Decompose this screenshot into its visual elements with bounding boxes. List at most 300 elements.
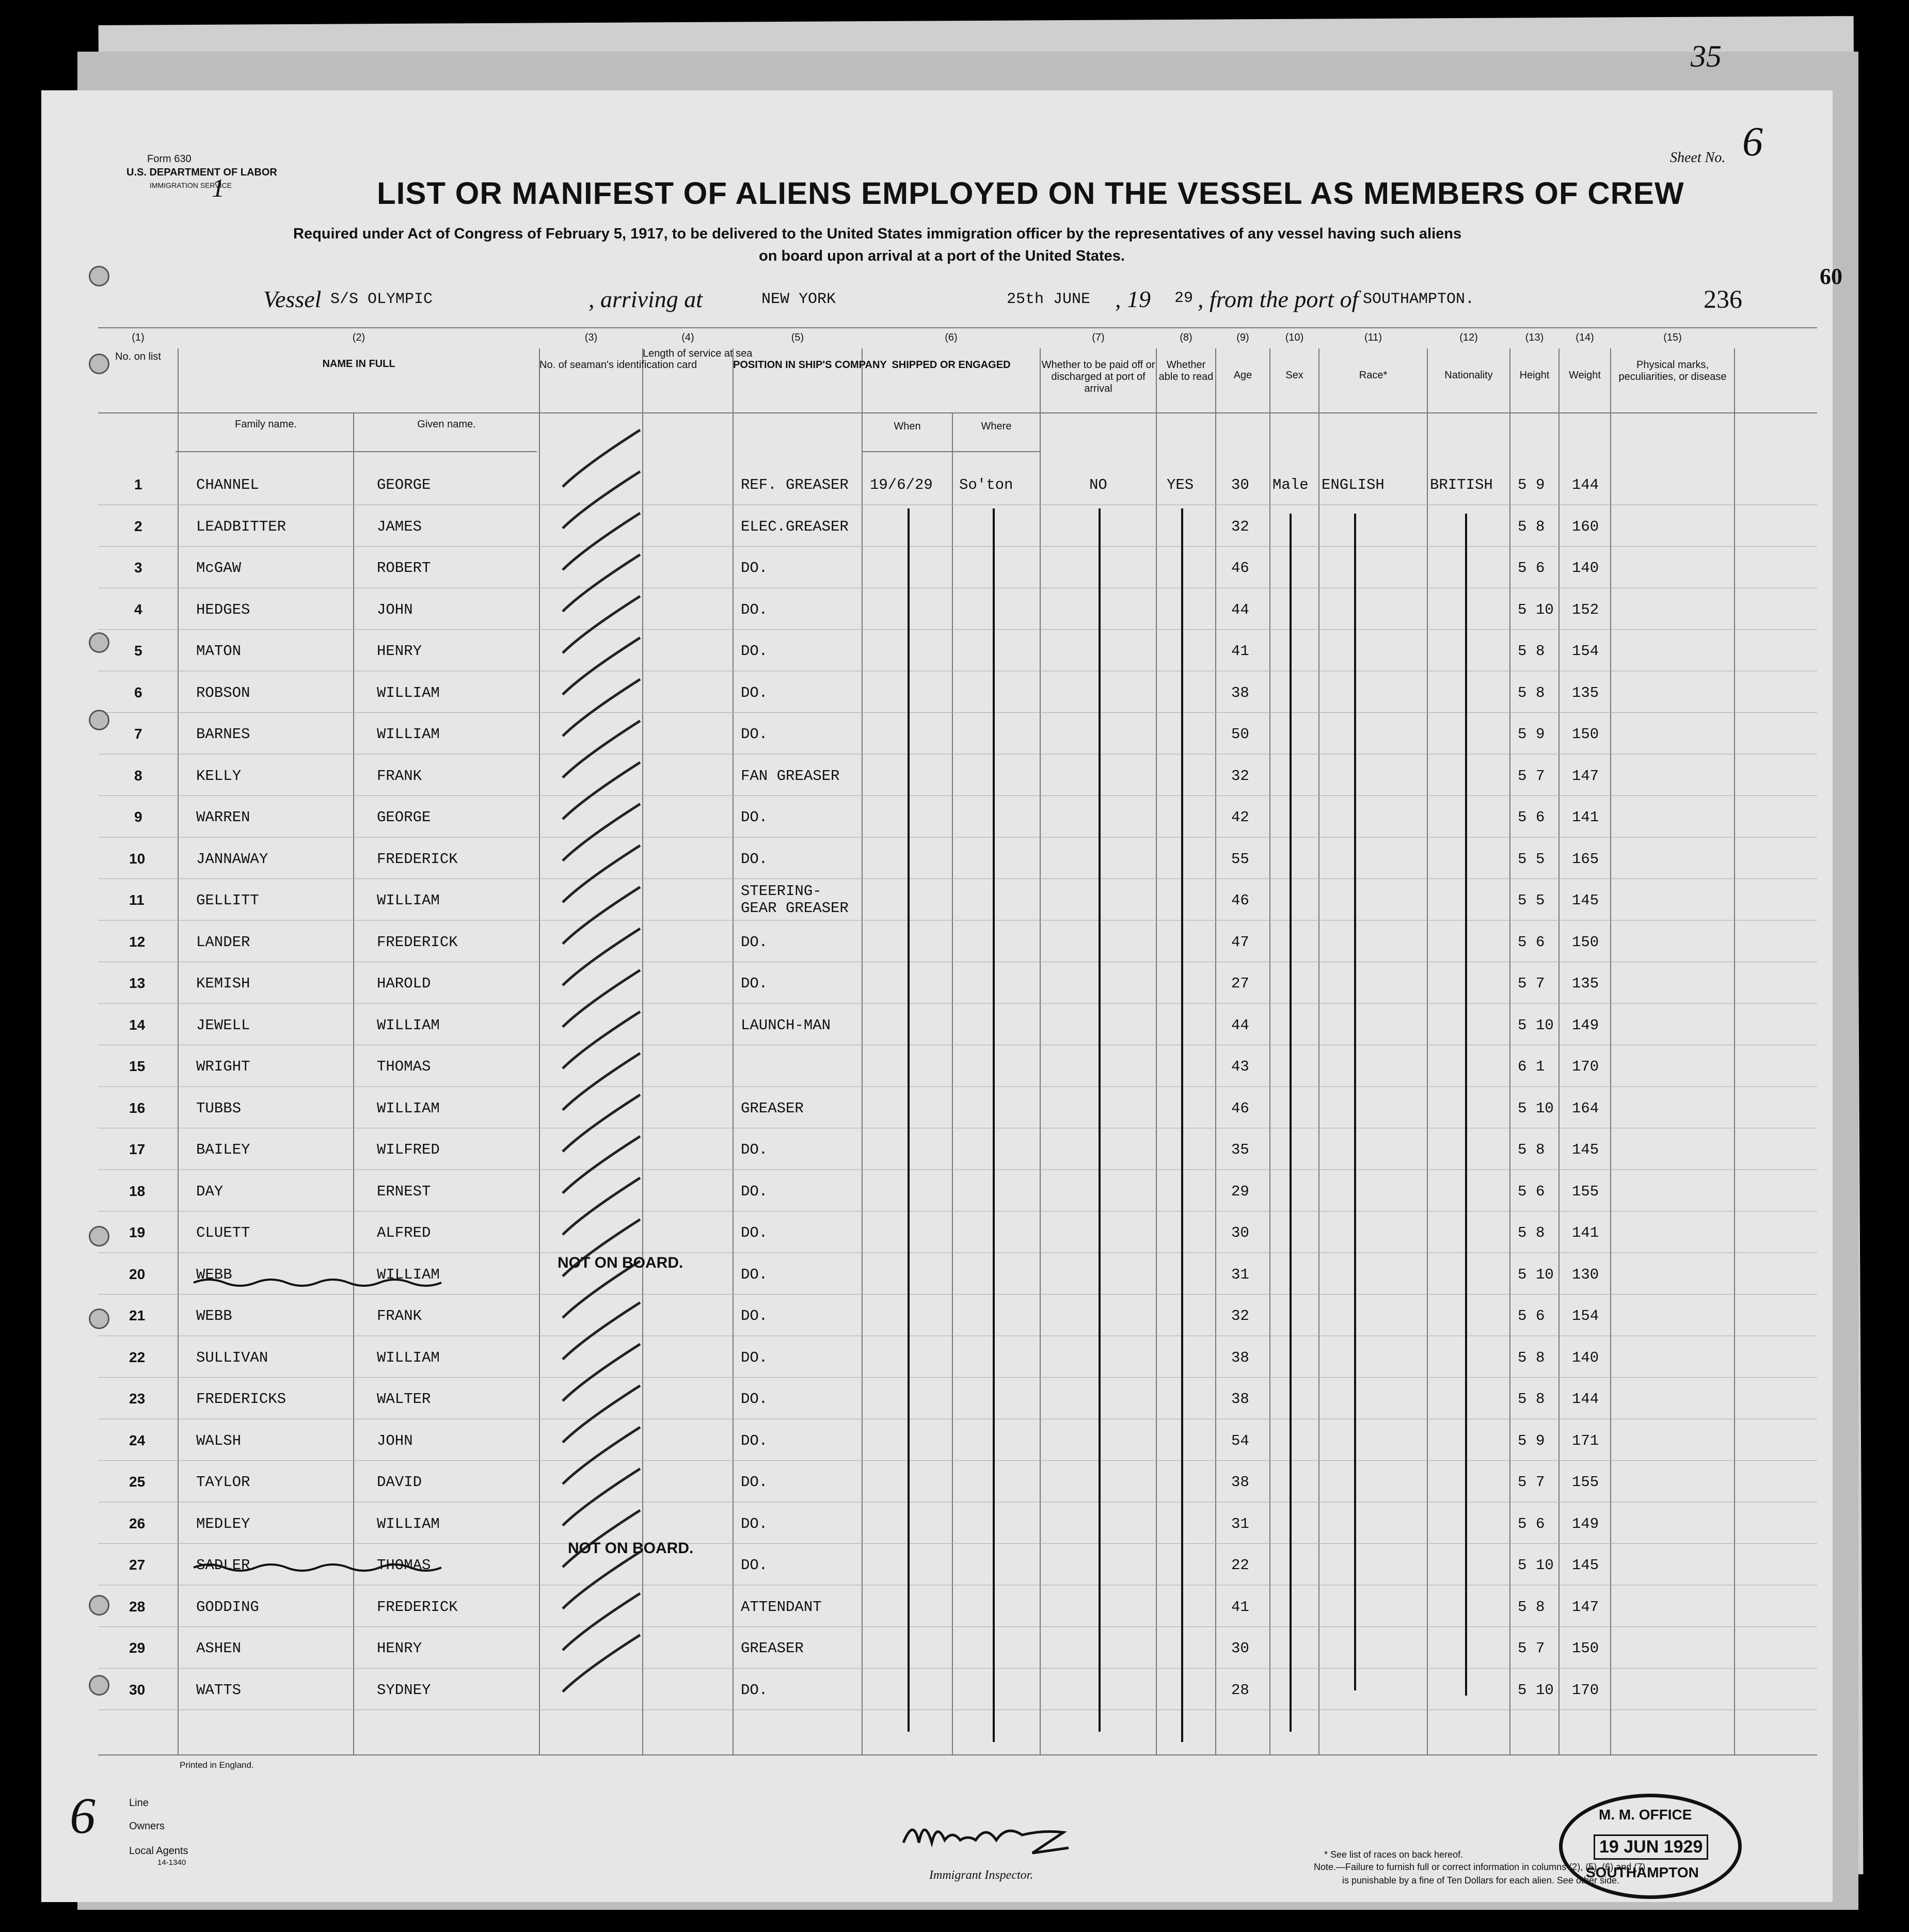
- row-number: 17: [129, 1141, 146, 1157]
- sex-value: Male: [1272, 476, 1309, 493]
- row-number: 11: [129, 892, 145, 908]
- family-name: MATON: [196, 643, 242, 660]
- age: 50: [1231, 726, 1249, 743]
- height-inches: 8: [1536, 1598, 1545, 1616]
- given-name: JOHN: [377, 601, 413, 618]
- position: DO.: [741, 1391, 768, 1408]
- vessel-name: S/S OLYMPIC: [330, 291, 433, 308]
- punch-hole: [89, 1308, 109, 1329]
- family-name: GELLITT: [196, 892, 259, 909]
- height-feet: 5: [1518, 643, 1527, 660]
- col-given-header: Given name.: [417, 419, 476, 430]
- age: 46: [1231, 560, 1249, 577]
- weight: 147: [1572, 1598, 1599, 1616]
- punch-hole: [89, 354, 109, 374]
- row-number: 29: [129, 1640, 146, 1656]
- weight: 149: [1572, 1016, 1599, 1034]
- position: GREASER: [741, 1099, 804, 1117]
- weight: 141: [1572, 1224, 1599, 1241]
- family-name: JANNAWAY: [196, 850, 268, 868]
- left-mark: 1: [212, 173, 225, 202]
- family-name: KEMISH: [196, 975, 250, 992]
- footer-note-1: Note.—Failure to furnish full or correct information in columns (2), (5), (6) and (7): [1314, 1862, 1646, 1872]
- height-inches: 10: [1536, 1557, 1554, 1574]
- height-feet: 5: [1518, 1515, 1527, 1532]
- position: DO.: [741, 643, 768, 660]
- age: 46: [1231, 1099, 1249, 1117]
- family-name: LANDER: [196, 933, 250, 951]
- row-number: 14: [129, 1016, 146, 1033]
- row-number: 19: [129, 1224, 146, 1240]
- year: 29: [1174, 290, 1194, 307]
- punch-hole: [89, 710, 109, 730]
- height-feet: 5: [1518, 476, 1527, 493]
- col-age-header: (9) Age: [1233, 332, 1252, 381]
- row-number: 12: [129, 933, 146, 950]
- height-feet: 5: [1518, 601, 1527, 618]
- row-number: 18: [129, 1183, 146, 1199]
- given-name: GEORGE: [377, 809, 431, 826]
- row-number: 20: [129, 1266, 146, 1282]
- shipped-when: 19/6/29: [870, 476, 933, 493]
- height-feet: 5: [1518, 1557, 1527, 1574]
- height-feet: 5: [1518, 684, 1527, 701]
- height-feet: 5: [1518, 1598, 1527, 1616]
- printed-in-england: Printed in England.: [180, 1760, 254, 1770]
- position: DO.: [741, 1349, 768, 1366]
- family-name: HEDGES: [196, 601, 250, 618]
- sheet-label: Sheet No.: [1670, 150, 1726, 166]
- age: 32: [1231, 518, 1249, 535]
- row-number: 6: [134, 684, 142, 700]
- weight: 154: [1572, 1307, 1599, 1324]
- position: DO.: [741, 1183, 768, 1200]
- footer-note-2: is punishable by a fine of Ten Dollars for each alien. See other side.: [1342, 1875, 1619, 1886]
- family-name: WARREN: [196, 809, 250, 826]
- row-number: 15: [129, 1058, 146, 1074]
- family-name: TUBBS: [196, 1099, 242, 1117]
- age: 29: [1231, 1183, 1249, 1200]
- position: DO.: [741, 933, 768, 951]
- height-feet: 5: [1518, 1474, 1527, 1491]
- sheet-number: 6: [1742, 119, 1763, 165]
- year-prefix: , 19: [1115, 286, 1151, 312]
- age: 42: [1231, 809, 1249, 826]
- height-inches: 6: [1536, 560, 1545, 577]
- height-inches: 6: [1536, 1515, 1545, 1532]
- age: 31: [1231, 1266, 1249, 1283]
- age: 38: [1231, 1391, 1249, 1408]
- row-number: 16: [129, 1099, 146, 1116]
- given-name: WILLIAM: [377, 726, 440, 743]
- height-feet: 5: [1518, 850, 1527, 868]
- age: 31: [1231, 1515, 1249, 1532]
- height-feet: 5: [1518, 726, 1527, 743]
- edge-number: 60: [1820, 264, 1842, 289]
- given-name: WILLIAM: [377, 1099, 440, 1117]
- col-height-header: (13) Height: [1519, 332, 1550, 381]
- family-name: BAILEY: [196, 1141, 250, 1158]
- col-physical-marks-header: (15) Physical marks, peculiarities, or disease: [1618, 332, 1727, 382]
- form-code: 14-1340: [157, 1858, 186, 1867]
- age: 38: [1231, 1349, 1249, 1366]
- row-number: 3: [134, 560, 142, 576]
- height-feet: 5: [1518, 1224, 1527, 1241]
- position: DO.: [741, 1266, 768, 1283]
- family-name: SADLER: [196, 1557, 250, 1574]
- arriving-port: NEW YORK: [761, 291, 836, 308]
- arriving-label: , arriving at: [588, 286, 703, 312]
- height-inches: 8: [1536, 1391, 1545, 1408]
- height-inches: 7: [1536, 1474, 1545, 1491]
- col-sex-header: (10) Sex: [1285, 332, 1304, 381]
- family-name: CLUETT: [196, 1224, 250, 1241]
- height-feet: 5: [1518, 1099, 1527, 1117]
- weight: 165: [1572, 850, 1599, 868]
- from-port-label: , from the port of: [1198, 286, 1359, 312]
- age: 55: [1231, 850, 1249, 868]
- height-inches: 8: [1536, 1141, 1545, 1158]
- position: DO.: [741, 1307, 768, 1324]
- position: DO.: [741, 1474, 768, 1491]
- weight: 150: [1572, 933, 1599, 951]
- height-feet: 5: [1518, 1266, 1527, 1283]
- stamp-bottom: SOUTHAMPTON: [1586, 1864, 1699, 1880]
- position: FAN GREASER: [741, 767, 840, 785]
- weight: 140: [1572, 560, 1599, 577]
- height-feet: 5: [1518, 1307, 1527, 1324]
- row-number: 9: [134, 809, 142, 825]
- inspector-label: Immigrant Inspector.: [929, 1869, 1033, 1882]
- family-name: LEADBITTER: [196, 518, 287, 535]
- height-inches: 10: [1536, 1266, 1554, 1283]
- row-number: 10: [129, 850, 146, 867]
- height-feet: 5: [1518, 1016, 1527, 1034]
- age: 41: [1231, 1598, 1249, 1616]
- age: 32: [1231, 1307, 1249, 1324]
- height-inches: 7: [1536, 767, 1545, 785]
- position: DO.: [741, 850, 768, 868]
- weight: 170: [1572, 1681, 1599, 1699]
- given-name: WALTER: [377, 1391, 431, 1408]
- col-race-header: (11) Race*: [1359, 332, 1388, 381]
- weight: 130: [1572, 1266, 1599, 1283]
- punch-hole: [89, 1595, 109, 1616]
- col-where-header: Where: [981, 421, 1012, 432]
- age: 35: [1231, 1141, 1249, 1158]
- race-value: ENGLISH: [1322, 476, 1385, 493]
- stamp-top: M. M. OFFICE: [1599, 1807, 1692, 1823]
- row-number: 27: [129, 1557, 146, 1573]
- not-on-board-note: NOT ON BOARD.: [568, 1540, 694, 1557]
- col-family-header: Family name.: [234, 419, 297, 430]
- age: 30: [1231, 1640, 1249, 1657]
- height-inches: 8: [1536, 684, 1545, 701]
- family-name: FREDERICKS: [196, 1391, 287, 1408]
- row-number: 7: [134, 726, 142, 742]
- height-feet: 5: [1518, 1349, 1527, 1366]
- age: 47: [1231, 933, 1249, 951]
- vessel-label: Vessel: [263, 286, 322, 312]
- given-name: JAMES: [377, 518, 422, 535]
- given-name: JOHN: [377, 1432, 413, 1449]
- family-name: CHANNEL: [196, 476, 259, 493]
- given-name: WILLIAM: [377, 684, 440, 701]
- position: DO.: [741, 1141, 768, 1158]
- weight: 144: [1572, 476, 1599, 493]
- given-name: FREDERICK: [377, 933, 458, 951]
- height-feet: 5: [1518, 1432, 1527, 1449]
- subtitle-line-2: on board upon arrival at a port of the United States.: [759, 248, 1125, 264]
- position: DO.: [741, 726, 768, 743]
- row-number: 26: [129, 1515, 146, 1531]
- office-stamp: [1559, 1794, 1742, 1899]
- given-name: GEORGE: [377, 476, 431, 493]
- position: DO.: [741, 1224, 768, 1241]
- nationality-value: BRITISH: [1430, 476, 1493, 493]
- weight: 155: [1572, 1474, 1599, 1491]
- department: U.S. DEPARTMENT OF LABOR: [126, 167, 277, 178]
- position: GREASER: [741, 1640, 804, 1657]
- weight: 144: [1572, 1391, 1599, 1408]
- family-name: WEBB: [196, 1307, 232, 1324]
- height-feet: 5: [1518, 809, 1527, 826]
- age: 54: [1231, 1432, 1249, 1449]
- height-feet: 5: [1518, 767, 1527, 785]
- row-number: 4: [134, 601, 142, 617]
- punch-hole: [89, 632, 109, 653]
- age: 46: [1231, 892, 1249, 909]
- given-name: THOMAS: [377, 1058, 431, 1075]
- weight: 140: [1572, 1349, 1599, 1366]
- col-weight-header: (14) Weight: [1569, 332, 1601, 381]
- given-name: HENRY: [377, 643, 422, 660]
- service: IMMIGRATION SERVICE: [150, 181, 232, 189]
- inspector-signature: [893, 1812, 1125, 1869]
- family-name: WALSH: [196, 1432, 242, 1449]
- position: DO.: [741, 601, 768, 618]
- row-number: 24: [129, 1432, 146, 1448]
- family-name: DAY: [196, 1183, 224, 1200]
- col-nationality-header: (12) Nationality: [1444, 332, 1493, 381]
- given-name: SYDNEY: [377, 1681, 431, 1699]
- local-agents-label: Local Agents: [129, 1845, 188, 1857]
- age: 44: [1231, 1016, 1249, 1034]
- height-inches: 7: [1536, 975, 1545, 992]
- page-mark: 6: [70, 1787, 96, 1844]
- height-feet: 5: [1518, 1640, 1527, 1657]
- height-inches: 5: [1536, 850, 1545, 868]
- top-number: 35: [1691, 39, 1722, 73]
- age: 38: [1231, 684, 1249, 701]
- weight: 149: [1572, 1515, 1599, 1532]
- height-inches: 10: [1536, 1099, 1554, 1117]
- weight: 141: [1572, 809, 1599, 826]
- family-name: BARNES: [196, 726, 250, 743]
- height-inches: 9: [1536, 1432, 1545, 1449]
- height-inches: 10: [1536, 1681, 1554, 1699]
- height-inches: 9: [1536, 476, 1545, 493]
- height-inches: 5: [1536, 892, 1545, 909]
- punch-hole: [89, 266, 109, 286]
- race-note: * See list of races on back hereof.: [1324, 1849, 1463, 1860]
- family-name: GODDING: [196, 1598, 259, 1616]
- row-number: 28: [129, 1598, 146, 1615]
- family-name: JEWELL: [196, 1016, 250, 1034]
- id-card-checkmark: [563, 1635, 640, 1692]
- weight: 164: [1572, 1099, 1599, 1117]
- row-number: 1: [134, 476, 142, 492]
- family-name: WRIGHT: [196, 1058, 250, 1075]
- height-inches: 10: [1536, 1016, 1554, 1034]
- given-name: FREDERICK: [377, 1598, 458, 1616]
- line-label: Line: [129, 1797, 149, 1809]
- height-feet: 6: [1518, 1058, 1527, 1075]
- punch-hole: [89, 1675, 109, 1696]
- given-name: WILLIAM: [377, 1016, 440, 1034]
- position: DO.: [741, 1557, 768, 1574]
- height-feet: 5: [1518, 933, 1527, 951]
- height-inches: 8: [1536, 643, 1545, 660]
- family-name: McGAW: [196, 560, 242, 577]
- height-feet: 5: [1518, 1681, 1527, 1699]
- height-inches: 8: [1536, 1224, 1545, 1241]
- punch-hole: [89, 1226, 109, 1247]
- row-number: 13: [129, 975, 146, 991]
- col-shipped-header: (6) SHIPPED OR ENGAGED: [892, 332, 1011, 371]
- weight: 150: [1572, 726, 1599, 743]
- family-name: WATTS: [196, 1681, 242, 1699]
- position: DO.: [741, 1432, 768, 1449]
- height-feet: 5: [1518, 1141, 1527, 1158]
- position: DO.: [741, 684, 768, 701]
- weight: 154: [1572, 643, 1599, 660]
- height-inches: 6: [1536, 809, 1545, 826]
- position: ATTENDANT: [741, 1598, 822, 1616]
- position: ELEC.GREASER: [741, 518, 849, 535]
- given-name: ERNEST: [377, 1183, 431, 1200]
- position: DO.: [741, 975, 768, 992]
- row-number: 8: [134, 767, 142, 784]
- age: 28: [1231, 1681, 1249, 1699]
- height-feet: 5: [1518, 518, 1527, 535]
- row-number: 25: [129, 1474, 146, 1490]
- shipped-where: So'ton: [959, 476, 1013, 493]
- form-number: Form 630: [147, 153, 192, 165]
- given-name: WILFRED: [377, 1141, 440, 1158]
- position: REF. GREASER: [741, 476, 849, 493]
- age: 43: [1231, 1058, 1249, 1075]
- height-feet: 5: [1518, 560, 1527, 577]
- row-number: 30: [129, 1681, 146, 1698]
- given-name: ALFRED: [377, 1224, 431, 1241]
- age: 30: [1231, 1224, 1249, 1241]
- document-title: LIST OR MANIFEST OF ALIENS EMPLOYED ON THE VESSEL AS MEMBERS OF CREW: [377, 176, 1684, 211]
- given-name: THOMAS: [377, 1557, 431, 1574]
- height-inches: 10: [1536, 601, 1554, 618]
- height-feet: 5: [1518, 892, 1527, 909]
- weight: 160: [1572, 518, 1599, 535]
- height-feet: 5: [1518, 1183, 1527, 1200]
- family-name: ROBSON: [196, 684, 250, 701]
- row-number: 21: [129, 1307, 146, 1323]
- not-on-board-note: NOT ON BOARD.: [558, 1254, 683, 1271]
- given-name: ROBERT: [377, 560, 431, 577]
- weight: 152: [1572, 601, 1599, 618]
- height-inches: 8: [1536, 1349, 1545, 1366]
- weight: 171: [1572, 1432, 1599, 1449]
- given-name: FRANK: [377, 1307, 422, 1324]
- family-name: KELLY: [196, 767, 242, 785]
- given-name: WILLIAM: [377, 892, 440, 909]
- paid-off-value: NO: [1089, 476, 1107, 493]
- given-name: FRANK: [377, 767, 422, 785]
- family-name: TAYLOR: [196, 1474, 250, 1491]
- position: DO.: [741, 560, 768, 577]
- row-number: 5: [134, 643, 142, 659]
- departure-port: SOUTHAMPTON.: [1363, 291, 1475, 308]
- height-inches: 7: [1536, 1640, 1545, 1657]
- height-feet: 5: [1518, 975, 1527, 992]
- position: STEERING- GEAR GREASER: [741, 883, 849, 917]
- position: DO.: [741, 809, 768, 826]
- given-name: WILLIAM: [377, 1266, 440, 1283]
- given-name: WILLIAM: [377, 1349, 440, 1366]
- col-no-header: (1) No. on list: [115, 332, 161, 362]
- arrival-date: 25th JUNE: [1007, 291, 1091, 308]
- stamp-date: 19 JUN 1929: [1594, 1834, 1708, 1860]
- weight: 145: [1572, 892, 1599, 909]
- family-name: ASHEN: [196, 1640, 242, 1657]
- height-inches: 6: [1536, 1183, 1545, 1200]
- height-feet: 5: [1518, 1391, 1527, 1408]
- owners-label: Owners: [129, 1821, 165, 1832]
- manifest-sheet: [41, 39, 1842, 1902]
- age: 38: [1231, 1474, 1249, 1491]
- family-name: SULLIVAN: [196, 1349, 268, 1366]
- col-name-header: (2) NAME IN FULL: [322, 332, 395, 370]
- col-paid-off-header: (7) Whether to be paid off or discharged at port of arrival: [1041, 332, 1155, 394]
- col-when-header: When: [894, 421, 921, 432]
- weight: 145: [1572, 1557, 1599, 1574]
- height-inches: 8: [1536, 518, 1545, 535]
- height-inches: 6: [1536, 1307, 1545, 1324]
- subtitle-line-1: Required under Act of Congress of February 5, 1917, to be delivered to the United States immigration officer by the representatives of any vessel having such aliens: [293, 226, 1462, 242]
- row-number: 22: [129, 1349, 146, 1365]
- height-inches: 9: [1536, 726, 1545, 743]
- row-number: 23: [129, 1391, 146, 1407]
- weight: 145: [1572, 1141, 1599, 1158]
- family-name: WEBB: [196, 1266, 232, 1283]
- page-number: 236: [1704, 284, 1742, 313]
- family-name: MEDLEY: [196, 1515, 250, 1532]
- col-position-header: (5) POSITION IN SHIP'S COMPANY: [733, 332, 887, 371]
- given-name: HENRY: [377, 1640, 422, 1657]
- weight: 150: [1572, 1640, 1599, 1657]
- age: 30: [1231, 476, 1249, 493]
- age: 41: [1231, 643, 1249, 660]
- able-to-read-value: YES: [1167, 476, 1194, 493]
- weight: 147: [1572, 767, 1599, 785]
- weight: 135: [1572, 684, 1599, 701]
- position: DO.: [741, 1681, 768, 1699]
- weight: 135: [1572, 975, 1599, 992]
- age: 27: [1231, 975, 1249, 992]
- position: LAUNCH-MAN: [741, 1016, 831, 1034]
- col-service-header: (4) Length of service at sea: [643, 332, 753, 359]
- given-name: HAROLD: [377, 975, 431, 992]
- weight: 155: [1572, 1183, 1599, 1200]
